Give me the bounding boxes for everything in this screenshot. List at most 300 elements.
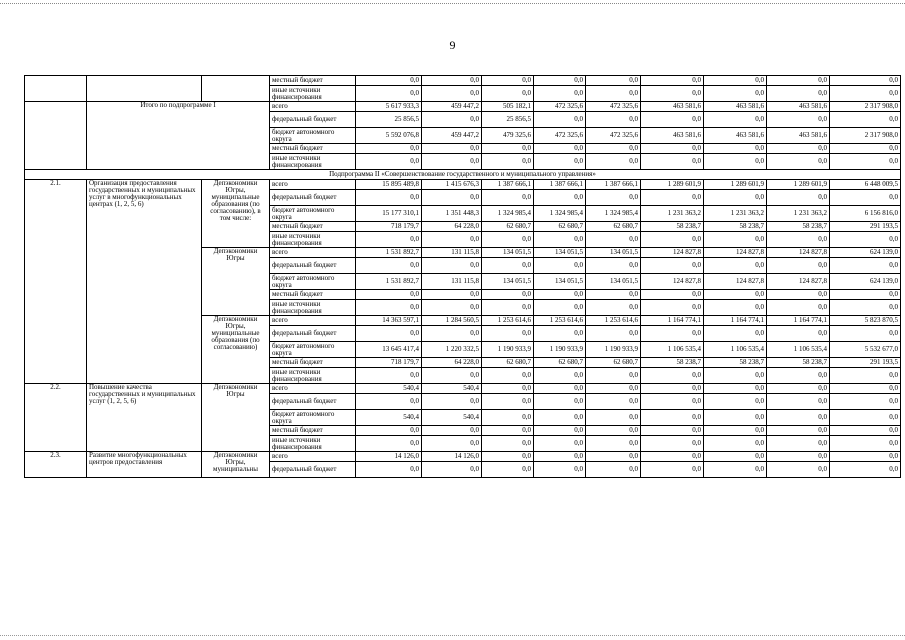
value-cell: 718 179,7 bbox=[356, 222, 422, 232]
measure-name: Развитие многофункциональных центров предоставления bbox=[87, 452, 202, 478]
value-cell: 0,0 bbox=[830, 326, 901, 342]
value-cell: 14 126,0 bbox=[422, 452, 482, 462]
value-cell: 463 581,6 bbox=[767, 128, 830, 144]
source-cell: местный бюджет bbox=[270, 358, 356, 368]
value-cell: 0,0 bbox=[422, 76, 482, 86]
scan-border-top bbox=[0, 3, 905, 4]
value-cell: 0,0 bbox=[534, 426, 586, 436]
value-cell: 0,0 bbox=[586, 144, 641, 154]
value-cell: 5 532 677,0 bbox=[830, 342, 901, 358]
value-cell: 124 827,8 bbox=[641, 274, 704, 290]
value-cell: 0,0 bbox=[767, 368, 830, 384]
exec-cell bbox=[202, 76, 270, 102]
value-cell: 0,0 bbox=[586, 384, 641, 394]
value-cell: 0,0 bbox=[482, 462, 534, 478]
value-cell: 62 680,7 bbox=[534, 358, 586, 368]
row-number: 2.2. bbox=[25, 384, 87, 452]
value-cell: 0,0 bbox=[704, 76, 767, 86]
value-cell: 0,0 bbox=[422, 368, 482, 384]
value-cell: 0,0 bbox=[586, 300, 641, 316]
value-cell: 0,0 bbox=[641, 326, 704, 342]
value-cell: 0,0 bbox=[767, 232, 830, 248]
value-cell: 1 253 614,6 bbox=[482, 316, 534, 326]
value-cell: 0,0 bbox=[704, 144, 767, 154]
value-cell: 0,0 bbox=[534, 326, 586, 342]
value-cell: 0,0 bbox=[704, 258, 767, 274]
value-cell: 0,0 bbox=[641, 384, 704, 394]
value-cell: 0,0 bbox=[356, 300, 422, 316]
value-cell: 540,4 bbox=[356, 384, 422, 394]
value-cell: 0,0 bbox=[767, 86, 830, 102]
value-cell: 0,0 bbox=[704, 190, 767, 206]
value-cell: 1 531 892,7 bbox=[356, 248, 422, 258]
value-cell: 0,0 bbox=[830, 384, 901, 394]
value-cell: 624 139,0 bbox=[830, 248, 901, 258]
value-cell: 0,0 bbox=[534, 232, 586, 248]
value-cell: 2 317 908,0 bbox=[830, 102, 901, 112]
value-cell: 0,0 bbox=[830, 190, 901, 206]
value-cell: 0,0 bbox=[830, 258, 901, 274]
value-cell: 0,0 bbox=[641, 76, 704, 86]
value-cell: 62 680,7 bbox=[482, 222, 534, 232]
value-cell: 0,0 bbox=[830, 452, 901, 462]
value-cell: 0,0 bbox=[482, 410, 534, 426]
value-cell: 13 645 417,4 bbox=[356, 342, 422, 358]
executor: Депэкономики Югры, муниципальны bbox=[202, 452, 270, 478]
value-cell: 58 238,7 bbox=[704, 358, 767, 368]
source-cell: местный бюджет bbox=[270, 426, 356, 436]
value-cell: 1 351 448,3 bbox=[422, 206, 482, 222]
value-cell: 0,0 bbox=[704, 86, 767, 102]
executor: Депэкономики Югры, муниципальные образования (по согласованию), в том числе: bbox=[202, 180, 270, 248]
value-cell: 0,0 bbox=[704, 154, 767, 170]
value-cell: 1 106 535,4 bbox=[767, 342, 830, 358]
value-cell: 0,0 bbox=[422, 462, 482, 478]
value-cell: 0,0 bbox=[767, 76, 830, 86]
value-cell: 0,0 bbox=[586, 436, 641, 452]
value-cell: 0,0 bbox=[767, 190, 830, 206]
value-cell: 1 387 666,1 bbox=[586, 180, 641, 190]
value-cell: 0,0 bbox=[356, 144, 422, 154]
value-cell: 0,0 bbox=[422, 436, 482, 452]
value-cell: 0,0 bbox=[356, 290, 422, 300]
value-cell: 58 238,7 bbox=[641, 358, 704, 368]
table-row bbox=[25, 180, 901, 190]
value-cell: 0,0 bbox=[356, 426, 422, 436]
value-cell: 540,4 bbox=[422, 384, 482, 394]
value-cell: 0,0 bbox=[767, 154, 830, 170]
value-cell: 0,0 bbox=[767, 300, 830, 316]
source-cell: иные источники финансирования bbox=[270, 436, 356, 452]
value-cell: 0,0 bbox=[482, 190, 534, 206]
value-cell: 1 253 614,6 bbox=[586, 316, 641, 326]
value-cell: 0,0 bbox=[422, 232, 482, 248]
value-cell: 134 051,5 bbox=[482, 274, 534, 290]
value-cell: 5 592 076,8 bbox=[356, 128, 422, 144]
value-cell: 0,0 bbox=[534, 86, 586, 102]
value-cell: 0,0 bbox=[482, 300, 534, 316]
value-cell: 0,0 bbox=[586, 154, 641, 170]
value-cell: 0,0 bbox=[482, 368, 534, 384]
value-cell: 0,0 bbox=[586, 112, 641, 128]
value-cell: 124 827,8 bbox=[704, 248, 767, 258]
value-cell: 0,0 bbox=[830, 368, 901, 384]
value-cell: 0,0 bbox=[641, 290, 704, 300]
value-cell: 0,0 bbox=[482, 258, 534, 274]
value-cell: 0,0 bbox=[534, 410, 586, 426]
value-cell: 0,0 bbox=[767, 462, 830, 478]
value-cell: 0,0 bbox=[356, 368, 422, 384]
value-cell: 62 680,7 bbox=[586, 222, 641, 232]
executor: Депэкономики Югры bbox=[202, 248, 270, 316]
value-cell: 0,0 bbox=[586, 258, 641, 274]
source-cell: местный бюджет bbox=[270, 144, 356, 154]
num-cell bbox=[25, 76, 87, 102]
value-cell: 58 238,7 bbox=[767, 222, 830, 232]
source-cell: бюджет автономного округа bbox=[270, 128, 356, 144]
value-cell: 0,0 bbox=[767, 290, 830, 300]
value-cell: 0,0 bbox=[534, 154, 586, 170]
value-cell: 0,0 bbox=[641, 368, 704, 384]
value-cell: 463 581,6 bbox=[767, 102, 830, 112]
table-row bbox=[25, 76, 901, 86]
name-cell bbox=[87, 76, 202, 102]
value-cell: 291 193,5 bbox=[830, 358, 901, 368]
page-number: 9 bbox=[449, 38, 456, 52]
value-cell: 131 115,8 bbox=[422, 248, 482, 258]
value-cell: 0,0 bbox=[356, 154, 422, 170]
source-cell: бюджет автономного округа bbox=[270, 206, 356, 222]
value-cell: 5 617 933,3 bbox=[356, 102, 422, 112]
value-cell: 0,0 bbox=[704, 436, 767, 452]
source-cell: иные источники финансирования bbox=[270, 86, 356, 102]
value-cell: 0,0 bbox=[534, 384, 586, 394]
value-cell: 1 231 363,2 bbox=[641, 206, 704, 222]
value-cell: 0,0 bbox=[422, 426, 482, 436]
value-cell: 0,0 bbox=[830, 436, 901, 452]
num-cell bbox=[25, 102, 87, 170]
value-cell: 0,0 bbox=[482, 86, 534, 102]
table-row bbox=[25, 452, 901, 462]
source-cell: местный бюджет bbox=[270, 290, 356, 300]
value-cell: 0,0 bbox=[482, 436, 534, 452]
value-cell: 0,0 bbox=[704, 326, 767, 342]
value-cell: 0,0 bbox=[356, 436, 422, 452]
value-cell: 1 253 614,6 bbox=[534, 316, 586, 326]
source-cell: всего bbox=[270, 248, 356, 258]
value-cell: 0,0 bbox=[422, 154, 482, 170]
value-cell: 472 325,6 bbox=[534, 128, 586, 144]
value-cell: 0,0 bbox=[704, 410, 767, 426]
value-cell: 0,0 bbox=[482, 290, 534, 300]
value-cell: 0,0 bbox=[767, 426, 830, 436]
value-cell: 0,0 bbox=[830, 232, 901, 248]
value-cell: 0,0 bbox=[830, 290, 901, 300]
value-cell: 0,0 bbox=[586, 426, 641, 436]
value-cell: 1 164 774,1 bbox=[641, 316, 704, 326]
value-cell: 0,0 bbox=[482, 426, 534, 436]
value-cell: 0,0 bbox=[586, 368, 641, 384]
source-cell: всего bbox=[270, 384, 356, 394]
value-cell: 0,0 bbox=[586, 326, 641, 342]
value-cell: 459 447,2 bbox=[422, 128, 482, 144]
value-cell: 58 238,7 bbox=[704, 222, 767, 232]
value-cell: 0,0 bbox=[534, 394, 586, 410]
value-cell: 0,0 bbox=[422, 290, 482, 300]
value-cell: 1 289 601,9 bbox=[767, 180, 830, 190]
value-cell: 0,0 bbox=[422, 300, 482, 316]
value-cell: 0,0 bbox=[422, 86, 482, 102]
source-cell: федеральный бюджет bbox=[270, 326, 356, 342]
value-cell: 0,0 bbox=[534, 144, 586, 154]
value-cell: 0,0 bbox=[356, 326, 422, 342]
value-cell: 479 325,6 bbox=[482, 128, 534, 144]
value-cell: 1 324 985,4 bbox=[534, 206, 586, 222]
value-cell: 291 193,5 bbox=[830, 222, 901, 232]
value-cell: 0,0 bbox=[356, 76, 422, 86]
source-cell: всего bbox=[270, 180, 356, 190]
value-cell: 1 190 933,9 bbox=[534, 342, 586, 358]
value-cell: 0,0 bbox=[767, 394, 830, 410]
value-cell: 0,0 bbox=[704, 290, 767, 300]
executor: Депэкономики Югры bbox=[202, 384, 270, 452]
value-cell: 0,0 bbox=[482, 394, 534, 410]
value-cell: 0,0 bbox=[586, 290, 641, 300]
value-cell: 0,0 bbox=[641, 190, 704, 206]
value-cell: 124 827,8 bbox=[641, 248, 704, 258]
value-cell: 134 051,5 bbox=[586, 248, 641, 258]
value-cell: 0,0 bbox=[422, 190, 482, 206]
value-cell: 0,0 bbox=[422, 326, 482, 342]
value-cell: 6 156 816,0 bbox=[830, 206, 901, 222]
value-cell: 0,0 bbox=[704, 462, 767, 478]
value-cell: 131 115,8 bbox=[422, 274, 482, 290]
value-cell: 0,0 bbox=[704, 384, 767, 394]
source-cell: бюджет автономного округа bbox=[270, 274, 356, 290]
source-cell: иные источники финансирования bbox=[270, 232, 356, 248]
value-cell: 0,0 bbox=[830, 86, 901, 102]
value-cell: 624 139,0 bbox=[830, 274, 901, 290]
value-cell: 0,0 bbox=[482, 326, 534, 342]
value-cell: 0,0 bbox=[830, 154, 901, 170]
value-cell: 124 827,8 bbox=[704, 274, 767, 290]
value-cell: 1 220 332,5 bbox=[422, 342, 482, 358]
value-cell: 1 284 560,5 bbox=[422, 316, 482, 326]
value-cell: 0,0 bbox=[356, 258, 422, 274]
value-cell: 0,0 bbox=[534, 290, 586, 300]
source-cell: иные источники финансирования bbox=[270, 154, 356, 170]
value-cell: 1 289 601,9 bbox=[704, 180, 767, 190]
value-cell: 0,0 bbox=[422, 394, 482, 410]
value-cell: 540,4 bbox=[422, 410, 482, 426]
value-cell: 0,0 bbox=[586, 232, 641, 248]
value-cell: 134 051,5 bbox=[586, 274, 641, 290]
value-cell: 58 238,7 bbox=[641, 222, 704, 232]
value-cell: 0,0 bbox=[641, 462, 704, 478]
value-cell: 0,0 bbox=[830, 112, 901, 128]
subprogram-header-row bbox=[25, 170, 901, 180]
value-cell: 15 895 489,8 bbox=[356, 180, 422, 190]
value-cell: 0,0 bbox=[586, 462, 641, 478]
value-cell: 0,0 bbox=[704, 300, 767, 316]
value-cell: 0,0 bbox=[641, 86, 704, 102]
value-cell: 1 231 363,2 bbox=[704, 206, 767, 222]
value-cell: 0,0 bbox=[830, 144, 901, 154]
value-cell: 472 325,6 bbox=[534, 102, 586, 112]
value-cell: 0,0 bbox=[586, 190, 641, 206]
value-cell: 25 856,5 bbox=[482, 112, 534, 128]
value-cell: 0,0 bbox=[534, 76, 586, 86]
value-cell: 0,0 bbox=[534, 368, 586, 384]
value-cell: 134 051,5 bbox=[534, 274, 586, 290]
measure-name: Организация предоставления государственных и муниципальных услуг в многофункциональных центрах (1, 2, 5, 6) bbox=[87, 180, 202, 384]
value-cell: 0,0 bbox=[641, 410, 704, 426]
value-cell: 0,0 bbox=[586, 86, 641, 102]
value-cell: 134 051,5 bbox=[534, 248, 586, 258]
row-number: 2.1. bbox=[25, 180, 87, 384]
value-cell: 0,0 bbox=[482, 452, 534, 462]
value-cell: 0,0 bbox=[830, 462, 901, 478]
table-row bbox=[25, 384, 901, 394]
source-cell: иные источники финансирования bbox=[270, 300, 356, 316]
source-cell: федеральный бюджет bbox=[270, 258, 356, 274]
value-cell: 14 126,0 bbox=[356, 452, 422, 462]
value-cell: 15 177 310,1 bbox=[356, 206, 422, 222]
value-cell: 0,0 bbox=[534, 258, 586, 274]
executor: Депэкономики Югры, муниципальные образования (по согласованию) bbox=[202, 316, 270, 384]
scan-border-bottom bbox=[0, 635, 905, 636]
value-cell: 0,0 bbox=[641, 436, 704, 452]
source-cell: бюджет автономного округа bbox=[270, 410, 356, 426]
value-cell: 0,0 bbox=[767, 436, 830, 452]
value-cell: 0,0 bbox=[641, 258, 704, 274]
value-cell: 0,0 bbox=[586, 452, 641, 462]
value-cell: 459 447,2 bbox=[422, 102, 482, 112]
value-cell: 1 387 666,1 bbox=[482, 180, 534, 190]
value-cell: 2 317 908,0 bbox=[830, 128, 901, 144]
financing-table bbox=[24, 75, 901, 478]
source-cell: всего bbox=[270, 102, 356, 112]
value-cell: 1 164 774,1 bbox=[767, 316, 830, 326]
measure-name: Повышение качества государственных и муниципальных услуг (1, 2, 5, 6) bbox=[87, 384, 202, 452]
source-cell: иные источники финансирования bbox=[270, 368, 356, 384]
value-cell: 14 363 597,1 bbox=[356, 316, 422, 326]
value-cell: 5 823 870,5 bbox=[830, 316, 901, 326]
value-cell: 1 289 601,9 bbox=[641, 180, 704, 190]
value-cell: 62 680,7 bbox=[482, 358, 534, 368]
value-cell: 472 325,6 bbox=[586, 102, 641, 112]
value-cell: 0,0 bbox=[830, 426, 901, 436]
value-cell: 0,0 bbox=[767, 452, 830, 462]
value-cell: 0,0 bbox=[641, 394, 704, 410]
value-cell: 0,0 bbox=[641, 426, 704, 436]
value-cell: 472 325,6 bbox=[586, 128, 641, 144]
value-cell: 58 238,7 bbox=[767, 358, 830, 368]
value-cell: 0,0 bbox=[704, 112, 767, 128]
value-cell: 0,0 bbox=[767, 326, 830, 342]
value-cell: 0,0 bbox=[767, 144, 830, 154]
source-cell: всего bbox=[270, 452, 356, 462]
value-cell: 124 827,8 bbox=[767, 248, 830, 258]
value-cell: 0,0 bbox=[534, 462, 586, 478]
value-cell: 0,0 bbox=[830, 76, 901, 86]
value-cell: 463 581,6 bbox=[704, 128, 767, 144]
value-cell: 1 106 535,4 bbox=[641, 342, 704, 358]
value-cell: 1 164 774,1 bbox=[704, 316, 767, 326]
value-cell: 25 856,5 bbox=[356, 112, 422, 128]
value-cell: 6 448 009,5 bbox=[830, 180, 901, 190]
source-cell: федеральный бюджет bbox=[270, 394, 356, 410]
value-cell: 0,0 bbox=[356, 190, 422, 206]
source-cell: федеральный бюджет bbox=[270, 190, 356, 206]
value-cell: 0,0 bbox=[356, 394, 422, 410]
source-cell: бюджет автономного округа bbox=[270, 342, 356, 358]
value-cell: 0,0 bbox=[356, 86, 422, 102]
value-cell: 0,0 bbox=[830, 300, 901, 316]
value-cell: 0,0 bbox=[767, 258, 830, 274]
value-cell: 64 228,0 bbox=[422, 358, 482, 368]
value-cell: 0,0 bbox=[482, 76, 534, 86]
value-cell: 64 228,0 bbox=[422, 222, 482, 232]
value-cell: 0,0 bbox=[422, 258, 482, 274]
source-cell: местный бюджет bbox=[270, 76, 356, 86]
value-cell: 0,0 bbox=[534, 300, 586, 316]
value-cell: 505 182,1 bbox=[482, 102, 534, 112]
value-cell: 463 581,6 bbox=[641, 102, 704, 112]
value-cell: 0,0 bbox=[356, 462, 422, 478]
value-cell: 1 324 985,4 bbox=[482, 206, 534, 222]
value-cell: 0,0 bbox=[704, 394, 767, 410]
value-cell: 0,0 bbox=[586, 394, 641, 410]
value-cell: 62 680,7 bbox=[534, 222, 586, 232]
total-label: Итого по подпрограмме I bbox=[87, 102, 270, 170]
value-cell: 1 190 933,9 bbox=[586, 342, 641, 358]
source-cell: федеральный бюджет bbox=[270, 462, 356, 478]
value-cell: 0,0 bbox=[422, 112, 482, 128]
value-cell: 1 106 535,4 bbox=[704, 342, 767, 358]
value-cell: 0,0 bbox=[534, 452, 586, 462]
value-cell: 0,0 bbox=[641, 232, 704, 248]
value-cell: 0,0 bbox=[704, 232, 767, 248]
table-row bbox=[25, 102, 901, 112]
value-cell: 540,4 bbox=[356, 410, 422, 426]
source-cell: всего bbox=[270, 316, 356, 326]
value-cell: 124 827,8 bbox=[767, 274, 830, 290]
value-cell: 1 531 892,7 bbox=[356, 274, 422, 290]
value-cell: 0,0 bbox=[482, 154, 534, 170]
value-cell: 0,0 bbox=[641, 112, 704, 128]
value-cell: 0,0 bbox=[482, 144, 534, 154]
source-cell: федеральный бюджет bbox=[270, 112, 356, 128]
value-cell: 0,0 bbox=[356, 232, 422, 248]
value-cell: 134 051,5 bbox=[482, 248, 534, 258]
value-cell: 463 581,6 bbox=[641, 128, 704, 144]
value-cell: 0,0 bbox=[641, 144, 704, 154]
value-cell: 0,0 bbox=[586, 410, 641, 426]
value-cell: 0,0 bbox=[767, 410, 830, 426]
row-number: 2.3. bbox=[25, 452, 87, 478]
value-cell: 0,0 bbox=[767, 112, 830, 128]
value-cell: 1 415 676,3 bbox=[422, 180, 482, 190]
value-cell: 0,0 bbox=[767, 384, 830, 394]
value-cell: 0,0 bbox=[830, 410, 901, 426]
value-cell: 1 231 363,2 bbox=[767, 206, 830, 222]
value-cell: 0,0 bbox=[482, 232, 534, 248]
value-cell: 1 387 666,1 bbox=[534, 180, 586, 190]
value-cell: 1 324 985,4 bbox=[586, 206, 641, 222]
value-cell: 463 581,6 bbox=[704, 102, 767, 112]
value-cell: 0,0 bbox=[422, 144, 482, 154]
